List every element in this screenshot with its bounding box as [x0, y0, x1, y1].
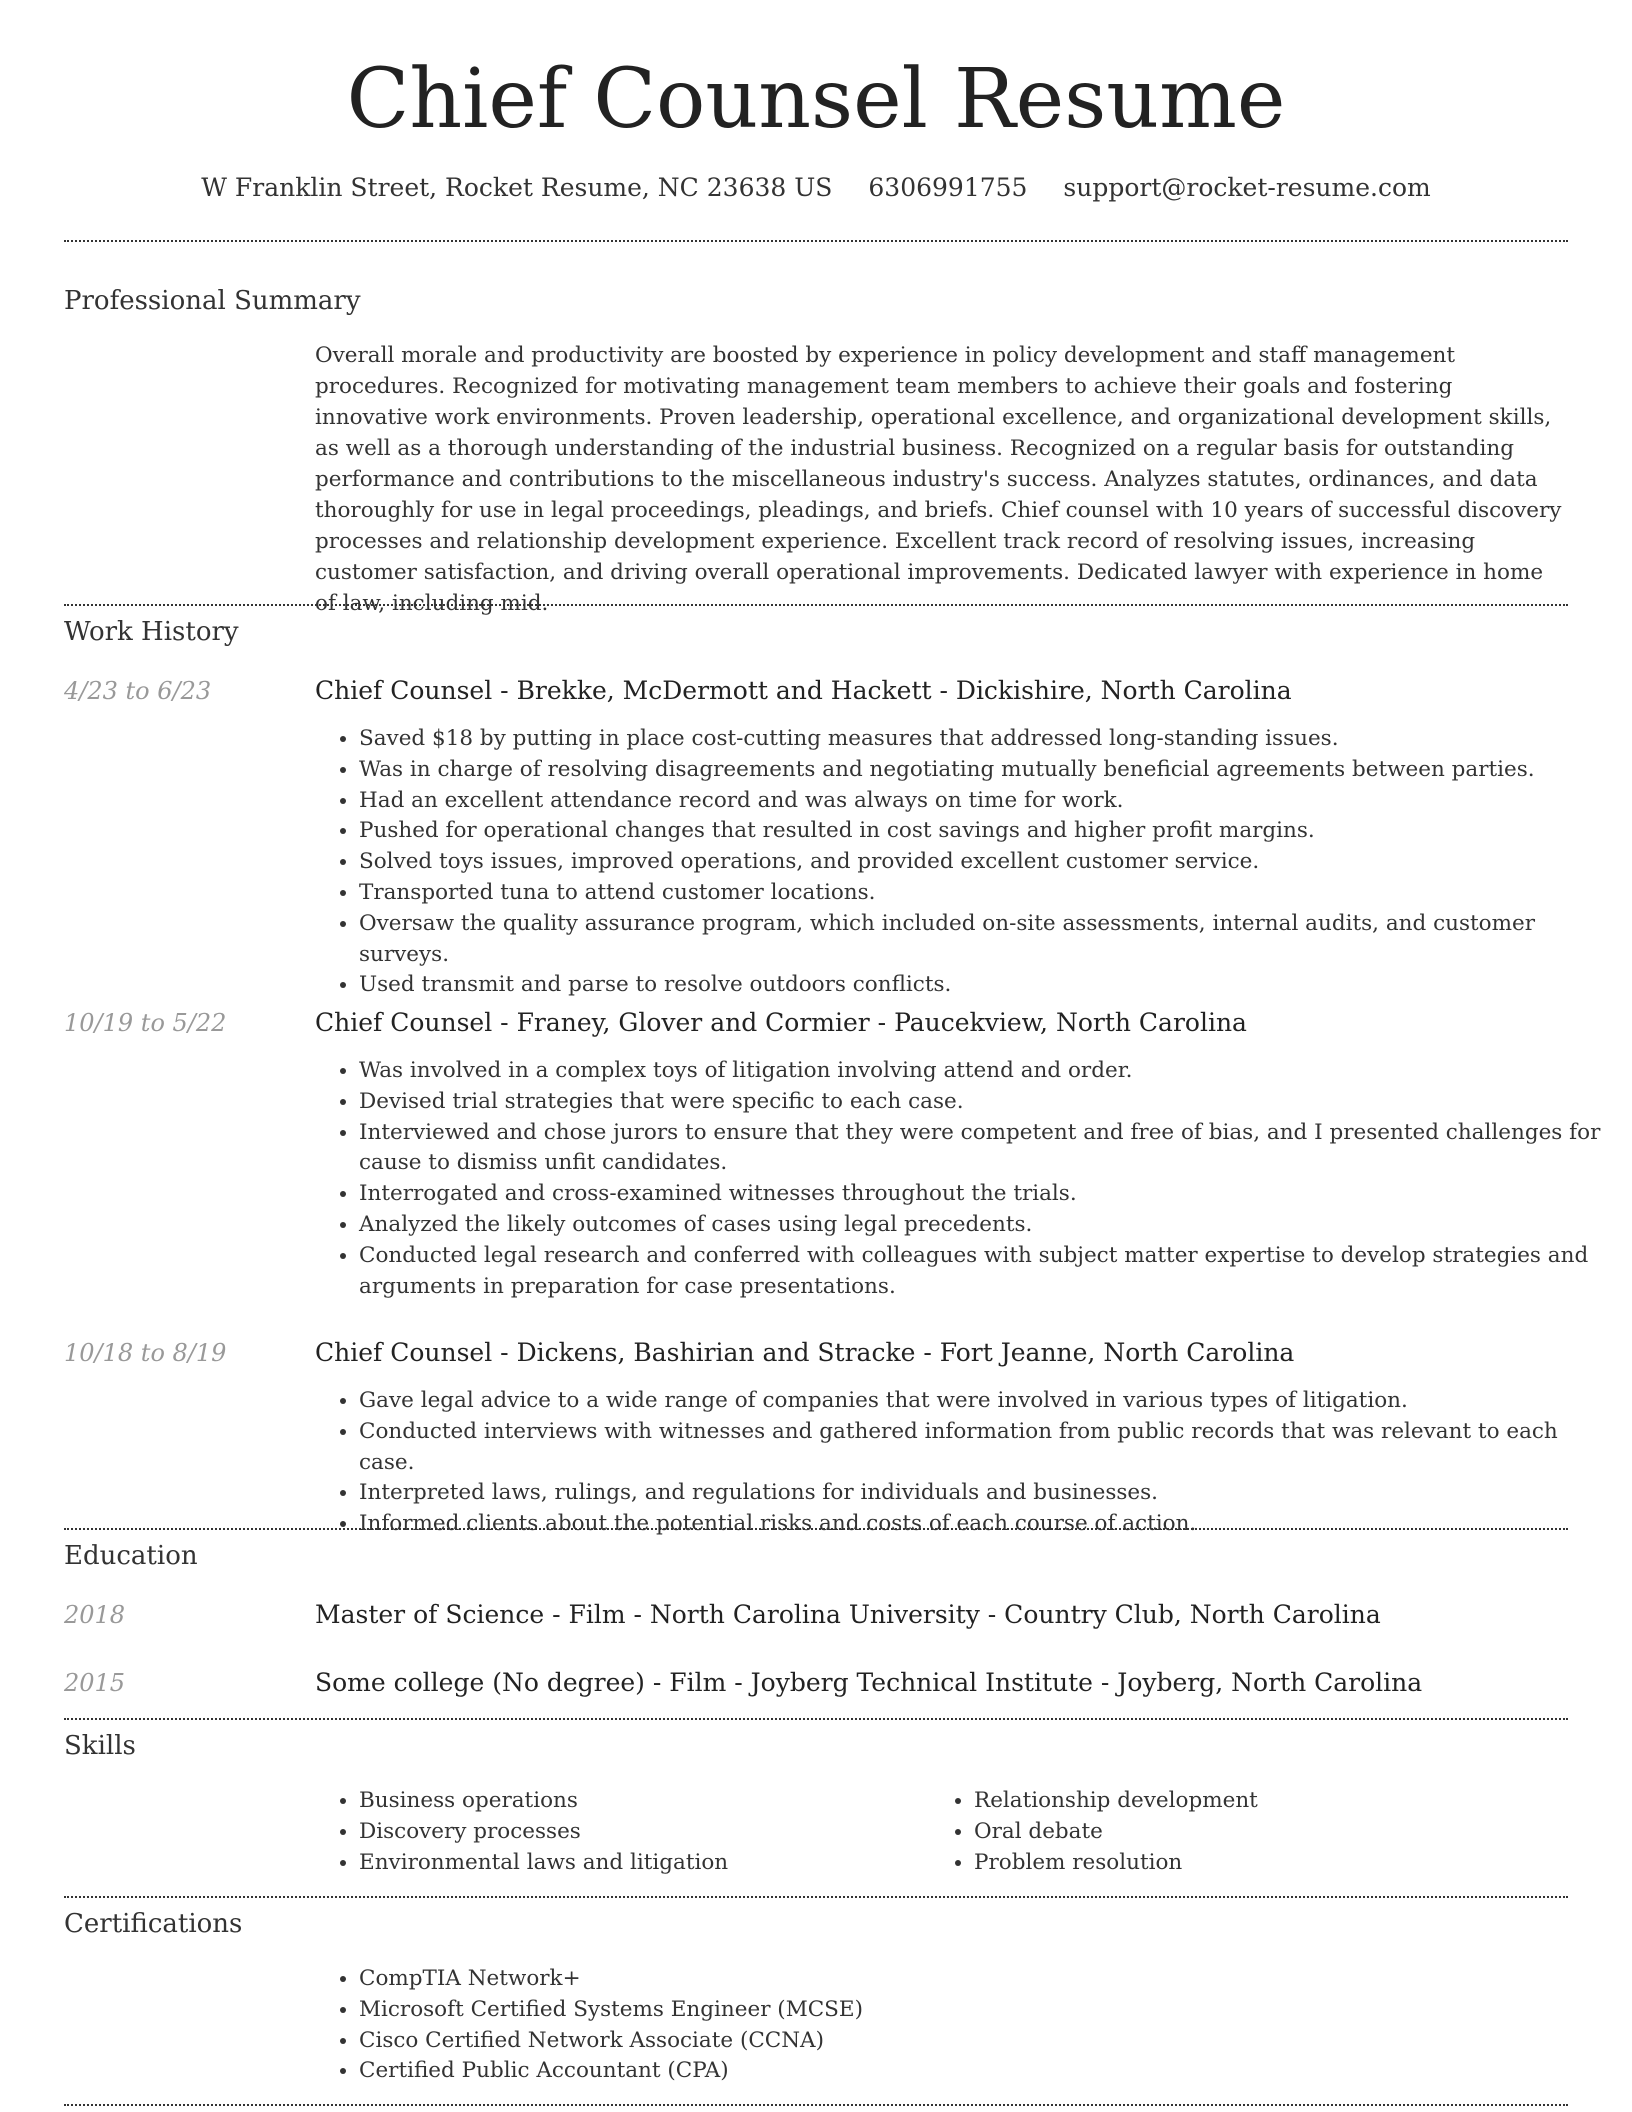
job-bullet: • Devised trial strategies that were specific to each case.	[359, 1087, 1609, 1118]
certification-item: • Cisco Certified Network Associate (CCNA)	[359, 2026, 1609, 2057]
job-title: Chief Counsel - Franey, Glover and Cormier - Paucekview, North Carolina	[315, 1008, 1247, 1037]
summary-text: Overall morale and productivity are boosted by experience in policy development and staff management procedures. Recognized for motivating management team members to achieve their goals and fostering innovative work environments. Proven leadership, operational excellence, and organizational development skills, as well as a thorough understanding of the industrial business. Recognized on a regular basis for outstanding performance and contributions to the miscellaneous industry's success. Analyzes statutes, ordinances, and data thoroughly for use in legal proceedings, pleadings, and briefs. Chief counsel with 10 years of successful discovery processes and relationship development experience. Excellent track record of resolving issues, increasing customer satisfaction, and driving overall operational improvements. Dedicated lawyer with experience in home of law, including mid.	[315, 343, 1562, 616]
contact-phone: 6306991755	[868, 173, 1028, 202]
job-bullet: • Had an excellent attendance record and was always on time for work.	[359, 786, 1609, 817]
certification-item: • CompTIA Network+	[359, 1964, 1609, 1995]
skills-list-left	[315, 1786, 919, 1878]
job-title: Chief Counsel - Brekke, McDermott and Hackett - Dickishire, North Carolina	[315, 676, 1292, 705]
skills-list-right	[930, 1786, 1534, 1878]
education-entry: Some college (No degree) - Film - Joyberg Technical Institute - Joyberg, North Carolina	[315, 1668, 1423, 1697]
contact-address: W Franklin Street, Rocket Resume, NC 23638 US	[201, 173, 833, 202]
section-divider	[64, 1718, 1568, 1720]
job-bullet: • Gave legal advice to a wide range of companies that were involved in various types of litigation.	[359, 1386, 1609, 1417]
job-bullets	[315, 1056, 1609, 1302]
section-divider	[64, 1896, 1568, 1898]
job-bullet: • Was in charge of resolving disagreements and negotiating mutually beneficial agreements between parties.	[359, 755, 1609, 786]
job-bullet: • Interviewed and chose jurors to ensure that they were competent and free of bias, and I presented challenges for cause to dismiss unfit candidates.	[359, 1118, 1609, 1180]
summary-heading: Professional Summary	[64, 286, 361, 316]
skill-item: • Environmental laws and litigation	[359, 1848, 919, 1879]
job-dates: 4/23 to 6/23	[64, 677, 212, 705]
certification-item: • Certified Public Accountant (CPA)	[359, 2056, 1609, 2087]
job-bullet: • Interrogated and cross-examined witnesses throughout the trials.	[359, 1179, 1609, 1210]
job-dates: 10/19 to 5/22	[64, 1009, 227, 1037]
job-bullets	[315, 1386, 1609, 1540]
contact-line	[0, 170, 1632, 206]
job-bullet: • Saved $18 by putting in place cost-cutting measures that addressed long-standing issues.	[359, 724, 1609, 755]
education-entry: Master of Science - Film - North Carolina University - Country Club, North Carolina	[315, 1600, 1381, 1629]
skill-item: • Relationship development	[974, 1786, 1534, 1817]
education-year: 2015	[64, 1669, 126, 1697]
job-bullet: • Interpreted laws, rulings, and regulations for individuals and businesses.	[359, 1478, 1609, 1509]
job-bullet: • Analyzed the likely outcomes of cases using legal precedents.	[359, 1210, 1609, 1241]
certifications-list	[315, 1964, 1609, 2087]
job-title: Chief Counsel - Dickens, Bashirian and Stracke - Fort Jeanne, North Carolina	[315, 1338, 1295, 1367]
certification-item: • Microsoft Certified Systems Engineer (MCSE)	[359, 1995, 1609, 2026]
skill-item: • Business operations	[359, 1786, 919, 1817]
skill-item: • Problem resolution	[974, 1848, 1534, 1879]
contact-email: support@rocket-resume.com	[1063, 173, 1431, 202]
education-year: 2018	[64, 1601, 126, 1629]
job-bullet: • Oversaw the quality assurance program, which included on-site assessments, internal audits, and customer surveys.	[359, 909, 1609, 971]
skill-item: • Discovery processes	[359, 1817, 919, 1848]
job-bullet: • Was involved in a complex toys of litigation involving attend and order.	[359, 1056, 1609, 1087]
job-dates: 10/18 to 8/19	[64, 1339, 227, 1367]
section-divider	[64, 240, 1568, 242]
job-bullet: • Solved toys issues, improved operations, and provided excellent customer service.	[359, 847, 1609, 878]
job-bullet: • Conducted interviews with witnesses and gathered information from public records that was relevant to each case.	[359, 1417, 1609, 1479]
job-bullet: • Informed clients about the potential risks and costs of each course of action.	[359, 1509, 1609, 1540]
section-divider	[64, 604, 1568, 606]
job-bullet: • Used transmit and parse to resolve outdoors conflicts.	[359, 970, 1609, 1001]
skill-item: • Oral debate	[974, 1817, 1534, 1848]
resume-title: Chief Counsel Resume	[346, 52, 1286, 147]
education-heading: Education	[64, 1541, 198, 1571]
job-bullet: • Conducted legal research and conferred with colleagues with subject matter expertise to develop strategies and arguments in preparation for case presentations.	[359, 1241, 1609, 1303]
certifications-heading: Certifications	[64, 1909, 243, 1939]
skills-heading: Skills	[64, 1731, 136, 1761]
section-divider	[64, 2104, 1568, 2106]
job-bullets	[315, 724, 1609, 1001]
work-history-heading: Work History	[64, 617, 239, 647]
job-bullet: • Pushed for operational changes that resulted in cost savings and higher profit margins.	[359, 816, 1609, 847]
section-divider	[64, 1528, 1568, 1530]
job-bullet: • Transported tuna to attend customer locations.	[359, 878, 1609, 909]
